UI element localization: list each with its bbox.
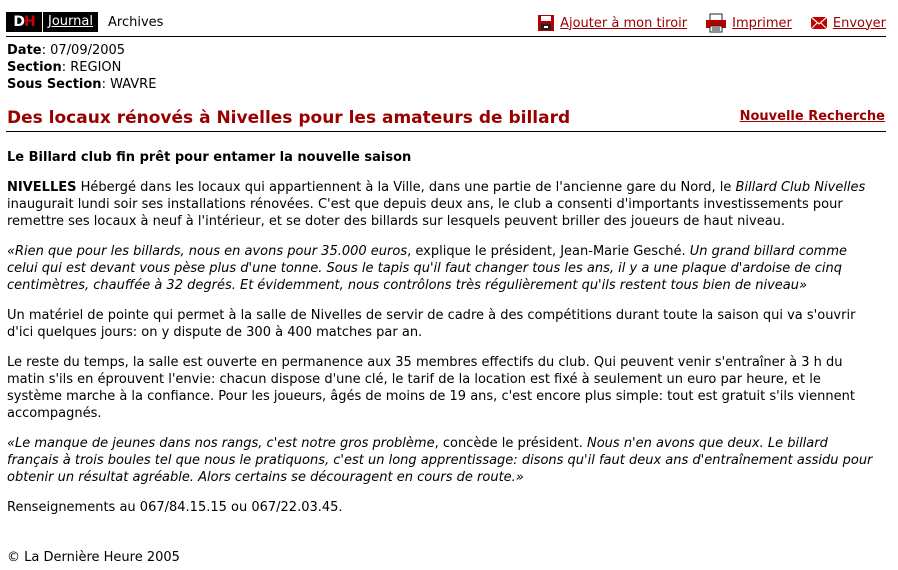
envelope-icon [810, 16, 828, 30]
paragraph-1-text-b: inaugurait lundi soir ses installations rénovées. C'est que depuis deux ans, le club a consenti d'importants investissements pour remettre ses locaux à neuf à l'intérieur, et se doter des billards sur lesquels peuvent briller des joueurs de haut niveau. [7, 197, 843, 229]
article-headline: Des locaux rénovés à Nivelles pour les amateurs de billard [7, 108, 571, 128]
club-name: Billard Club Nivelles [735, 180, 866, 195]
top-divider [6, 36, 886, 37]
print-link[interactable] [705, 13, 792, 33]
paragraph-5-attribution: , concède le président. [434, 436, 587, 451]
logo-d: D [13, 14, 24, 30]
paragraph-6: Renseignements au 067/84.15.15 ou 067/22.03.45. [7, 500, 343, 515]
paragraph-4: Le reste du temps, la salle est ouverte en permanence aux 35 membres effectifs du club. Qui peuvent venir s'entraîner à 3 h du matin s'ils en éprouvent l'envie: chacun dispose d'une clé, le tarif de la location est fixé à seulement un euro par heure, et le système marche à la confiance. Pour les joueurs, âgés de moins de 19 ans, c'est encore plus simple: tout est gratuit s'ils viennent accompagnés. [7, 355, 855, 421]
tab-journal-label: Journal [48, 14, 93, 29]
date-label: Date [7, 43, 42, 58]
section-value: : REGION [61, 60, 122, 75]
add-to-drawer-label: Ajouter à mon tiroir [560, 15, 688, 31]
new-search-link[interactable]: Nouvelle Recherche [739, 109, 885, 124]
tab-archives[interactable]: Archives [108, 15, 164, 30]
subsection-label: Sous Section [7, 77, 102, 92]
article-body [7, 179, 879, 529]
tab-journal[interactable] [43, 12, 98, 32]
dh-logo[interactable] [6, 12, 42, 32]
headline-divider [6, 131, 886, 132]
send-label: Envoyer [832, 15, 886, 31]
paragraph-2 [7, 243, 879, 294]
send-link[interactable] [810, 16, 886, 31]
top-bar [6, 12, 886, 34]
subsection-row [7, 76, 156, 93]
date-row [7, 42, 156, 59]
drawer-icon [537, 14, 555, 32]
add-to-drawer-link[interactable] [537, 14, 687, 32]
article-actions [519, 12, 886, 34]
paragraph-3: Un matériel de pointe qui permet à la salle de Nivelles de servir de cadre à des compétitions durant toute la saison qui va s'ouvrir d'ici quelques jours: on y dispute de 300 à 400 matches par an. [7, 308, 856, 340]
quote-1a: «Rien que pour les billards, nous en avons pour 35.000 euros [7, 244, 408, 259]
quote-2b: Nous n'en avons que deux. Le billard français à trois boules tel que nous le pratiquons, c'est un long apprentissage: disons qu'il faut deux ans d'entraînement assidu pour obtenir un résultat agréable. Alors certains se découragent en cours de route.» [7, 436, 873, 485]
printer-icon [705, 13, 727, 33]
quote-1b: Un grand billard comme celui qui est devant vous pèse plus d'une tonne. Sous le tapis qu'il faut changer tous les ans, il y a une plaque d'ardoise de cinq centimètres, chauffée à 32 degrés. Et évidemment, nous contrôlons très régulièrement qu'ils restent tous bien de niveau» [7, 244, 848, 293]
article-meta [7, 42, 156, 93]
section-label: Section [7, 60, 62, 75]
article-subtitle: Le Billard club fin prêt pour entamer la nouvelle saison [7, 150, 412, 165]
copyright: © La Dernière Heure 2005 [7, 550, 180, 565]
paragraph-1 [7, 179, 879, 230]
print-label: Imprimer [732, 15, 792, 31]
paragraph-5 [7, 435, 879, 486]
subsection-value: : WAVRE [101, 77, 157, 92]
paragraph-2-attribution: , explique le président, Jean-Marie Gesché. [407, 244, 690, 259]
section-row [7, 59, 156, 76]
paragraph-1-text-a: Hébergé dans les locaux qui appartiennent à la Ville, dans une partie de l'ancienne gare du Nord, le [76, 180, 736, 195]
dateline: NIVELLES [7, 180, 77, 195]
quote-2a: «Le manque de jeunes dans nos rangs, c'est notre gros problème [7, 436, 435, 451]
logo-h: H [23, 14, 35, 30]
date-value: : 07/09/2005 [41, 43, 126, 58]
